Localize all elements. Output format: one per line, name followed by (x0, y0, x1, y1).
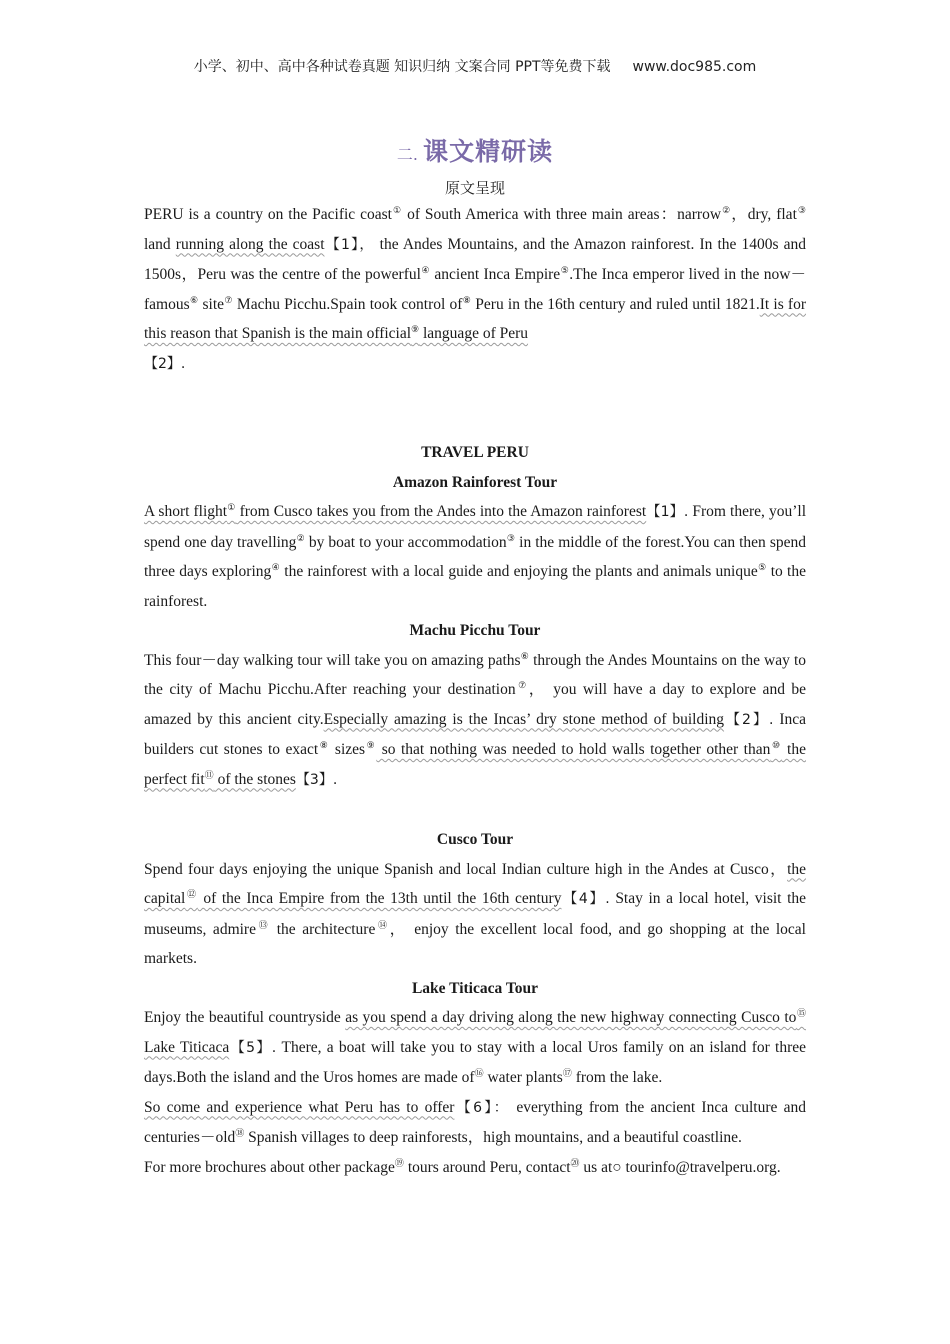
underlined-phrase: It is for this reason that Spanish is the main official⑨ language of Peru (144, 295, 806, 342)
closing-paragraph: So come and experience what Peru has to offer【6】： everything from the ancient Inca culture and centuries－old⑱ Spanish villages to deep rainforests，high mountains, and a beautiful coastline. (144, 1098, 806, 1146)
page-header (0, 56, 950, 76)
cusco-tour-title: Cusco Tour (436, 831, 514, 848)
amazon-tour-title: Amazon Rainforest Tour (392, 473, 558, 491)
cusco-tour-text: Spend four days enjoying the unique Spanish and local Indian culture high in the Andes at Cusco，the capital⑫ of the Inca Empire from the 13th until the 16th century【4】. Stay in a local hotel, visit the museums, admire⑬ the architecture⑭， enjoy the excellent local food, and go shopping at the local markets. (144, 860, 807, 967)
machu-picchu-tour-title: Machu Picchu Tour (409, 622, 541, 639)
amazon-tour-text: A short flight① from Cusco takes you from the Andes into the Amazon rainforest【1】. From there, you’ll spend one day travelling② by boat to your accommodation③ in the middle of the forest.You can then spend three days exploring④ the rainforest with a local guide and enjoying the plants and animals unique⑤ to the rainforest. (144, 502, 807, 610)
text-body (144, 200, 806, 1182)
intro-paragraph: PERU is a country on the Pacific coast① of South America with three main areas：narrow②，dry, flat③ land running along the coast【1】， the Andes Mountains, and the Amazon rainforest. In the 1400s and 1500s，Peru was the centre of the powerful④ ancient Inca Empire⑤.The Inca emperor lived in the now－famous⑥ site⑦ Machu Picchu.Spain took control of⑧ Peru in the 16th century and ruled until 1821.It is for this reason that Spanish is the main official⑨ language of Peru 【2】. (144, 205, 806, 372)
lake-titicaca-tour-title: Lake Titicaca Tour (411, 979, 539, 997)
underlined-phrase: running along the coast (175, 235, 325, 253)
travel-heading: TRAVEL PERU (421, 444, 529, 461)
machu-picchu-tour-text: This four－day walking tour will take you on amazing paths⑥ through the Andes Mountains on the way to the city of Machu Picchu.After reaching your destination⑦， you will have a day to explore and be amazed by this ancient city.Especially amazing is the Incas’ dry stone method of building【2】. Inca builders cut stones to exact⑧ sizes⑨ so that nothing was needed to hold walls together other than⑩ the perfect fit⑪ of the stones【3】. (144, 650, 806, 788)
section-title (0, 132, 950, 168)
header-site: www.doc985.com (632, 59, 757, 75)
section-subtitle: 原文呈现 (444, 179, 505, 197)
contact-paragraph: For more brochures about other package⑲ tours around Peru, contact⑳ us at○ tourinfo@travelperu.org. (144, 1157, 781, 1176)
section-number: 二. (396, 145, 418, 164)
lake-titicaca-tour-text: Enjoy the beautiful countryside as you spend a day driving along the new highway connecting Cusco to⑮ Lake Titicaca【5】. There, a boat will take you to stay with a local Uros family on an island for three days.Both the island and the Uros homes are made of⑯ water plants⑰ from the lake. (144, 1008, 806, 1086)
header-text: 小学、初中、高中各种试卷真题 知识归纳 文案合同 PPT等免费下载 (193, 59, 611, 75)
section-title-text: 课文精研读 (423, 137, 554, 166)
